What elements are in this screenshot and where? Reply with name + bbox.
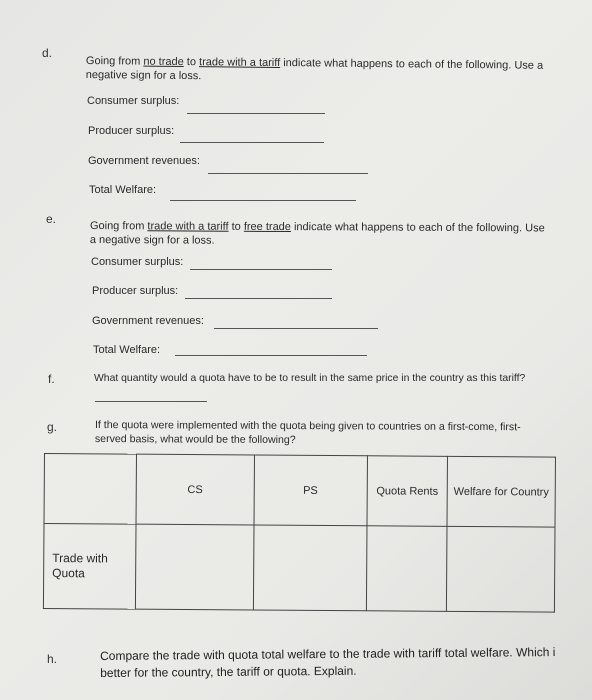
table-cell-welfare[interactable] xyxy=(446,526,554,612)
part-d-total-welfare-blank[interactable] xyxy=(170,200,356,201)
part-h-letter: h. xyxy=(47,652,58,666)
part-g-q-line2: served basis, what would be the following? xyxy=(94,432,296,447)
table-cell-cs[interactable] xyxy=(136,524,254,610)
table-header-welfare-for-country: Welfare for Country xyxy=(447,456,555,527)
part-d-government-revenues-blank[interactable] xyxy=(208,173,368,174)
table-header-corner xyxy=(44,454,137,525)
table-header-quota-rents: Quota Rents xyxy=(367,456,448,527)
part-e-total-welfare-blank[interactable] xyxy=(175,355,367,356)
part-d-q-post: indicate what happens to each of the following. Use a xyxy=(280,57,544,72)
part-e-q-to: to xyxy=(228,220,244,233)
part-d-total-welfare-label: Total Welfare: xyxy=(89,184,157,196)
part-e-consumer-surplus-blank[interactable] xyxy=(190,269,332,270)
part-e-producer-surplus-label: Producer surplus: xyxy=(92,285,179,297)
part-d-producer-surplus-blank[interactable] xyxy=(180,142,324,143)
part-e-government-revenues-blank[interactable] xyxy=(214,328,378,329)
part-f-letter: f. xyxy=(48,372,55,386)
part-h-question xyxy=(100,644,556,682)
table-cell-ps[interactable] xyxy=(253,525,367,611)
part-e-total-welfare-label: Total Welfare: xyxy=(93,344,161,356)
part-e-consumer-surplus-label: Consumer surplus: xyxy=(91,256,184,268)
part-h-q-line2: better for the country, the tariff or quota. Explain. xyxy=(100,663,357,680)
part-e-q-free-trade: free trade xyxy=(243,220,291,234)
part-d-government-revenues-label: Government revenues: xyxy=(88,155,200,167)
table-header-cs: CS xyxy=(136,454,254,525)
part-e-letter: e. xyxy=(46,212,57,226)
part-d-q-trade-tariff: trade with a tariff xyxy=(198,56,281,70)
table-cell-quota-rents[interactable] xyxy=(366,526,447,612)
part-e-question xyxy=(90,219,545,249)
part-d-q-pre: Going from xyxy=(85,54,144,68)
part-e-q-line2: a negative sign for a loss. xyxy=(89,233,215,247)
part-d-consumer-surplus-blank[interactable] xyxy=(187,113,325,114)
part-d-q-no-trade: no trade xyxy=(143,55,184,69)
part-d-letter: d. xyxy=(42,46,53,60)
part-e-q-post: indicate what happens to each of the following. Use xyxy=(290,221,545,235)
part-e-q-trade-tariff: trade with a tariff xyxy=(147,220,229,233)
table-row-trade-with-quota xyxy=(43,524,555,613)
table-header-ps: PS xyxy=(254,455,368,526)
table-header-row xyxy=(44,454,555,528)
part-d-consumer-surplus-label: Consumer surplus: xyxy=(87,95,180,107)
table-row-label: Trade with Quota xyxy=(43,524,136,610)
part-d-producer-surplus-label: Producer surplus: xyxy=(88,125,175,137)
part-g-letter: g. xyxy=(47,420,58,434)
part-g-question xyxy=(95,418,521,448)
part-e-government-revenues-label: Government revenues: xyxy=(92,315,204,327)
part-d-q-line2: negative sign for a loss. xyxy=(85,68,202,83)
part-d-question xyxy=(86,54,543,87)
part-g-q-line1: If the quota were implemented with the quota being given to countries on a first-come, first- xyxy=(94,419,521,434)
part-f-answer-blank[interactable] xyxy=(95,401,207,402)
part-f-question: What quantity would a quota have to be to result in the same price in the country as this tariff? xyxy=(94,373,526,384)
part-e-q-pre: Going from xyxy=(89,219,148,233)
part-e-producer-surplus-blank[interactable] xyxy=(185,298,332,299)
welfare-table xyxy=(43,453,556,613)
part-d-q-to: to xyxy=(183,56,200,69)
part-h-q-line1: Compare the trade with quota total welfare to the trade with tariff total welfare. Which i xyxy=(100,645,556,663)
